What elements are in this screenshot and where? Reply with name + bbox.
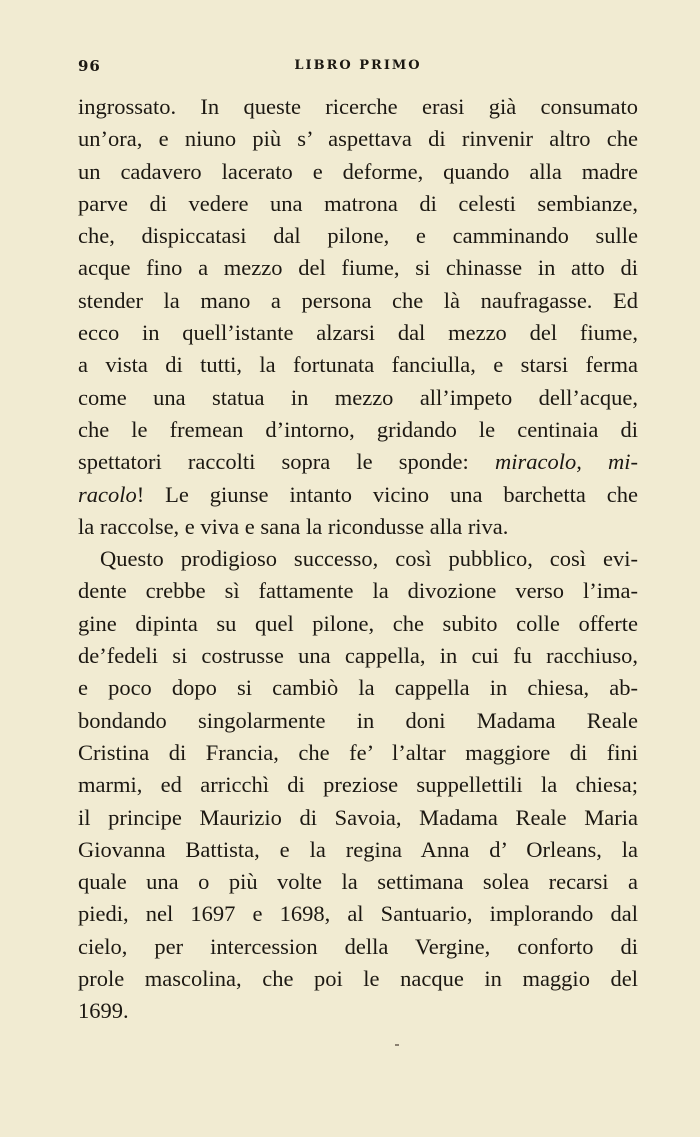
body-text (78, 91, 638, 1028)
text-line: un cadavero lacerato e deforme, quando alla madre (78, 158, 638, 184)
text-segment: spettatori raccolti sopra le sponde: (78, 449, 495, 475)
text-line: Questo prodigioso successo, così pubblico, così evi- (100, 546, 638, 572)
text-line: un’ora, e niuno più s’ aspettava di rinvenir altro che (78, 126, 638, 152)
text-line: marmi, ed arricchì di preziose suppellettili la chiesa; (78, 772, 638, 798)
text-line: ecco in quell’istante alzarsi dal mezzo del fiume, (78, 320, 638, 346)
text-line: dente crebbe sì fattamente la divozione verso l’ima- (78, 578, 638, 604)
text-line: parve di vedere una matrona di celesti sembianze, (78, 190, 638, 216)
text-line (78, 479, 638, 511)
text-line: il principe Maurizio di Savoia, Madama Reale Maria (78, 804, 638, 830)
text-line: la raccolse, e viva e sana la ricondusse alla riva. (78, 513, 509, 539)
paragraph-1 (78, 91, 638, 543)
text-line: 1699. (78, 998, 129, 1024)
text-line: Giovanna Battista, e la regina Anna d’ Orleans, la (78, 836, 638, 862)
text-line: de’fedeli si costrusse una cappella, in cui fu racchiuso, (78, 643, 638, 669)
text-line: prole mascolina, che poi le nacque in maggio del (78, 966, 638, 992)
text-line (78, 446, 638, 478)
text-segment: ! Le giunse intanto vicino una barchetta che (136, 481, 638, 507)
page-header (78, 57, 638, 81)
text-line: piedi, nel 1697 e 1698, al Santuario, implorando dal (78, 901, 638, 927)
text-line: a vista di tutti, la fortunata fanciulla, e starsi ferma (78, 352, 638, 378)
italic-text: miracolo, mi- (494, 449, 638, 475)
text-line: cielo, per intercession della Vergine, conforto di (78, 933, 638, 959)
text-line: e poco dopo si cambiò la cappella in chiesa, ab- (78, 675, 638, 701)
text-line: gine dipinta su quel pilone, che subito colle offerte (78, 610, 638, 636)
text-line: che, dispiccatasi dal pilone, e camminando sulle (78, 223, 638, 249)
text-line: stender la mano a persona che là naufragasse. Ed (78, 287, 638, 313)
text-line: bondando singolarmente in doni Madama Reale (78, 707, 638, 733)
print-mark (395, 1044, 399, 1046)
text-line: ingrossato. In queste ricerche erasi già consumato (78, 94, 638, 119)
paragraph-2 (78, 543, 638, 1027)
page-number: 96 (78, 57, 101, 75)
running-head: LIBRO PRIMO (294, 58, 422, 73)
text-line: acque fino a mezzo del fiume, si chinasse in atto di (78, 255, 638, 281)
text-line: quale una o più volte la settimana solea recarsi a (78, 869, 638, 895)
text-line: Cristina di Francia, che fe’ l’altar maggiore di fini (78, 739, 638, 765)
text-line: come una statua in mezzo all’impeto dell’acque, (78, 384, 638, 410)
italic-text: racolo (78, 481, 137, 507)
text-line: che le fremean d’intorno, gridando le centinaia di (78, 416, 638, 442)
